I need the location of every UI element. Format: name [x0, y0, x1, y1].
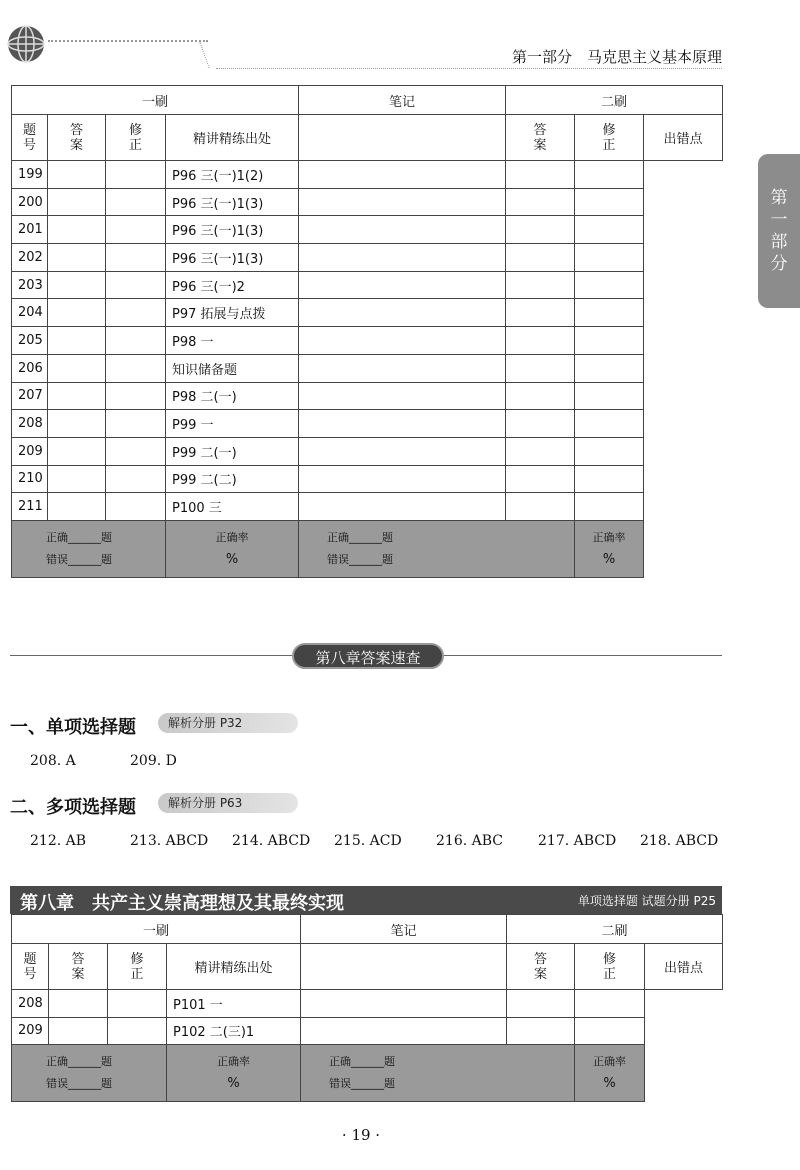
- accuracy-cell: 正确率 %: [575, 1045, 645, 1102]
- side-tab-char: 分: [770, 254, 788, 274]
- correction-header: 修 正: [575, 115, 644, 161]
- source-cell: P96 三(一)1(3): [166, 188, 299, 216]
- question-number: 201: [12, 216, 48, 244]
- correction-cell[interactable]: [106, 188, 166, 216]
- second-pass-header: 二刷: [506, 86, 723, 115]
- answer-cell[interactable]: [299, 437, 506, 465]
- accuracy-cell: 正确率 %: [575, 520, 644, 577]
- correction-cell[interactable]: [506, 161, 575, 189]
- correction-cell[interactable]: [106, 161, 166, 189]
- error-point-cell[interactable]: [575, 410, 644, 438]
- answer-cell[interactable]: [299, 271, 506, 299]
- correction-cell[interactable]: [507, 1017, 575, 1045]
- error-point-cell[interactable]: [575, 437, 644, 465]
- table-row: [12, 437, 723, 465]
- table-row: [12, 244, 723, 272]
- error-point-cell[interactable]: [575, 299, 644, 327]
- question-number: 204: [12, 299, 48, 327]
- correction-cell[interactable]: [106, 437, 166, 465]
- error-point-cell[interactable]: [575, 990, 645, 1018]
- table-row: [12, 1017, 723, 1045]
- answer-cell[interactable]: [299, 382, 506, 410]
- source-cell: P97 拓展与点拨: [166, 299, 299, 327]
- table-row: [12, 465, 723, 493]
- question-number: 206: [12, 354, 48, 382]
- accuracy-cell: 正确率 %: [167, 1045, 301, 1102]
- question-number: 202: [12, 244, 48, 272]
- source-cell: P99 二(二): [166, 465, 299, 493]
- answer-table-2: [11, 914, 723, 1102]
- answer-cell[interactable]: [49, 1017, 108, 1045]
- answer-cell[interactable]: [301, 1017, 507, 1045]
- answer-cell[interactable]: [299, 465, 506, 493]
- source-cell: P96 三(一)1(3): [166, 244, 299, 272]
- table-row: [12, 271, 723, 299]
- notes-header: 笔记: [299, 86, 506, 115]
- correction-cell[interactable]: [506, 271, 575, 299]
- notes-area: [299, 115, 506, 161]
- answer-item: 215. ACD: [334, 833, 402, 849]
- question-number-header: 题 号: [12, 944, 49, 990]
- section-title: 一、单项选择题: [10, 717, 136, 738]
- answer-cell[interactable]: [299, 244, 506, 272]
- answer-cell[interactable]: [48, 410, 106, 438]
- answer-cell[interactable]: [299, 354, 506, 382]
- answer-header: 答 案: [49, 944, 108, 990]
- question-number: 208: [12, 410, 48, 438]
- question-number: 208: [12, 990, 49, 1018]
- first-pass-header: 一刷: [12, 86, 299, 115]
- first-pass-header: 一刷: [12, 915, 301, 944]
- question-number: 205: [12, 327, 48, 355]
- error-point-cell[interactable]: [575, 216, 644, 244]
- question-number: 209: [12, 1017, 49, 1045]
- side-tab-char: 一: [770, 210, 788, 230]
- answer-cell[interactable]: [48, 493, 106, 521]
- source-cell: P101 一: [167, 990, 301, 1018]
- question-number: 211: [12, 493, 48, 521]
- score-lines: 正确______题 错误______题: [299, 520, 575, 577]
- source-cell: P96 三(一)1(3): [166, 216, 299, 244]
- notes-header: 笔记: [301, 915, 507, 944]
- answer-table-1: [11, 85, 723, 578]
- correction-cell[interactable]: [106, 493, 166, 521]
- correction-cell[interactable]: [106, 216, 166, 244]
- score-lines: 正确______题 错误______题: [12, 520, 166, 577]
- correction-cell[interactable]: [106, 382, 166, 410]
- answer-cell[interactable]: [48, 382, 106, 410]
- score-lines: 正确______题 错误______题: [12, 1045, 167, 1102]
- correction-cell[interactable]: [506, 437, 575, 465]
- correction-cell[interactable]: [506, 244, 575, 272]
- answer-item: 214. ABCD: [232, 833, 311, 849]
- answer-item: 216. ABC: [436, 833, 503, 849]
- source-cell: P96 三(一)2: [166, 271, 299, 299]
- correction-cell[interactable]: [106, 465, 166, 493]
- answer-cell[interactable]: [299, 299, 506, 327]
- table-row: [12, 990, 723, 1018]
- correction-cell[interactable]: [506, 299, 575, 327]
- source-cell: P98 一: [166, 327, 299, 355]
- answer-item: 218. ABCD: [640, 833, 719, 849]
- error-point-cell[interactable]: [575, 354, 644, 382]
- error-point-cell[interactable]: [575, 1017, 645, 1045]
- answer-cell[interactable]: [48, 188, 106, 216]
- correction-header: 修 正: [575, 944, 645, 990]
- source-cell: P99 一: [166, 410, 299, 438]
- correction-header: 修 正: [106, 115, 166, 161]
- answer-cell[interactable]: [48, 465, 106, 493]
- error-point-cell[interactable]: [575, 493, 644, 521]
- correction-cell[interactable]: [106, 354, 166, 382]
- answer-header: 答 案: [507, 944, 575, 990]
- notes-area: [301, 944, 507, 990]
- answer-item: 209. D: [130, 753, 177, 769]
- side-tab: [758, 154, 800, 308]
- question-number: 200: [12, 188, 48, 216]
- question-number-header: 题 号: [12, 115, 48, 161]
- score-lines: 正确______题 错误______题: [301, 1045, 575, 1102]
- answer-cell[interactable]: [48, 161, 106, 189]
- correction-cell[interactable]: [106, 410, 166, 438]
- answer-cell[interactable]: [299, 188, 506, 216]
- table-row: [12, 188, 723, 216]
- correction-cell[interactable]: [506, 382, 575, 410]
- chapter-title: 第八章 共产主义崇高理想及其最终实现: [20, 893, 344, 914]
- correction-cell[interactable]: [506, 188, 575, 216]
- answer-header: 答 案: [506, 115, 575, 161]
- question-number: 203: [12, 271, 48, 299]
- error-point-cell[interactable]: [575, 382, 644, 410]
- analysis-tag: 解析分册 P63: [158, 793, 298, 813]
- error-point-cell[interactable]: [575, 271, 644, 299]
- chapter-banner: [10, 886, 722, 914]
- source-cell: 知识储备题: [166, 354, 299, 382]
- side-tab-char: 部: [770, 232, 788, 252]
- side-tab-char: 第: [770, 188, 788, 208]
- answer-cell[interactable]: [48, 327, 106, 355]
- answer-cell[interactable]: [299, 161, 506, 189]
- answer-cell[interactable]: [48, 299, 106, 327]
- table-row: [12, 216, 723, 244]
- correction-cell[interactable]: [506, 216, 575, 244]
- error-point-cell[interactable]: [575, 465, 644, 493]
- question-number: 209: [12, 437, 48, 465]
- source-cell: P98 二(一): [166, 382, 299, 410]
- source-cell: P99 二(一): [166, 437, 299, 465]
- answer-cell[interactable]: [301, 990, 507, 1018]
- page-number: · 19 ·: [341, 1126, 381, 1144]
- error-point-cell[interactable]: [575, 327, 644, 355]
- table-row: [12, 382, 723, 410]
- error-point-cell[interactable]: [575, 188, 644, 216]
- answer-cell[interactable]: [48, 271, 106, 299]
- answer-cell[interactable]: [48, 354, 106, 382]
- correction-cell[interactable]: [506, 327, 575, 355]
- question-number: 210: [12, 465, 48, 493]
- correction-cell[interactable]: [108, 1017, 167, 1045]
- correction-cell[interactable]: [507, 990, 575, 1018]
- correction-cell[interactable]: [106, 327, 166, 355]
- correction-cell[interactable]: [506, 493, 575, 521]
- correction-cell[interactable]: [106, 244, 166, 272]
- section-title: 二、多项选择题: [10, 797, 136, 818]
- answer-cell[interactable]: [48, 437, 106, 465]
- correction-cell[interactable]: [506, 354, 575, 382]
- answer-cell[interactable]: [299, 327, 506, 355]
- quick-check-title: 第八章答案速查: [292, 643, 444, 669]
- source-header: 精讲精练出处: [167, 944, 301, 990]
- answer-cell[interactable]: [48, 216, 106, 244]
- answer-header: 答 案: [48, 115, 106, 161]
- globe-icon: [6, 24, 46, 64]
- second-pass-header: 二刷: [507, 915, 723, 944]
- table-row: [12, 327, 723, 355]
- answer-item: 217. ABCD: [538, 833, 617, 849]
- table-row: [12, 161, 723, 189]
- answer-item: 212. AB: [30, 833, 87, 849]
- correction-header: 修 正: [108, 944, 167, 990]
- answer-item: 213. ABCD: [130, 833, 209, 849]
- question-number: 199: [12, 161, 48, 189]
- header-rule-slant: [199, 42, 225, 68]
- error-point-cell[interactable]: [575, 161, 644, 189]
- answer-cell[interactable]: [299, 216, 506, 244]
- source-cell: P102 二(三)1: [167, 1017, 301, 1045]
- question-number: 207: [12, 382, 48, 410]
- chapter-reference: 单项选择题 试题分册 P25: [577, 894, 716, 908]
- table-row: [12, 299, 723, 327]
- answer-cell[interactable]: [299, 493, 506, 521]
- correction-cell[interactable]: [506, 465, 575, 493]
- source-cell: P96 三(一)1(2): [166, 161, 299, 189]
- table-row: [12, 493, 723, 521]
- correction-cell[interactable]: [108, 990, 167, 1018]
- accuracy-cell: 正确率 %: [166, 520, 299, 577]
- source-header: 精讲精练出处: [166, 115, 299, 161]
- header-rule-left: [48, 40, 208, 42]
- correction-cell[interactable]: [506, 410, 575, 438]
- error-point-cell[interactable]: [575, 244, 644, 272]
- error-point-header: 出错点: [644, 115, 723, 161]
- answer-cell[interactable]: [299, 410, 506, 438]
- answer-cell[interactable]: [49, 990, 108, 1018]
- table-row: [12, 354, 723, 382]
- analysis-tag: 解析分册 P32: [158, 713, 298, 733]
- answer-item: 208. A: [30, 753, 76, 769]
- correction-cell[interactable]: [106, 299, 166, 327]
- error-point-header: 出错点: [645, 944, 723, 990]
- correction-cell[interactable]: [106, 271, 166, 299]
- header-rule-right: [216, 68, 722, 69]
- running-header: 第一部分 马克思主义基本原理: [511, 48, 722, 66]
- table-row: [12, 410, 723, 438]
- answer-cell[interactable]: [48, 244, 106, 272]
- source-cell: P100 三: [166, 493, 299, 521]
